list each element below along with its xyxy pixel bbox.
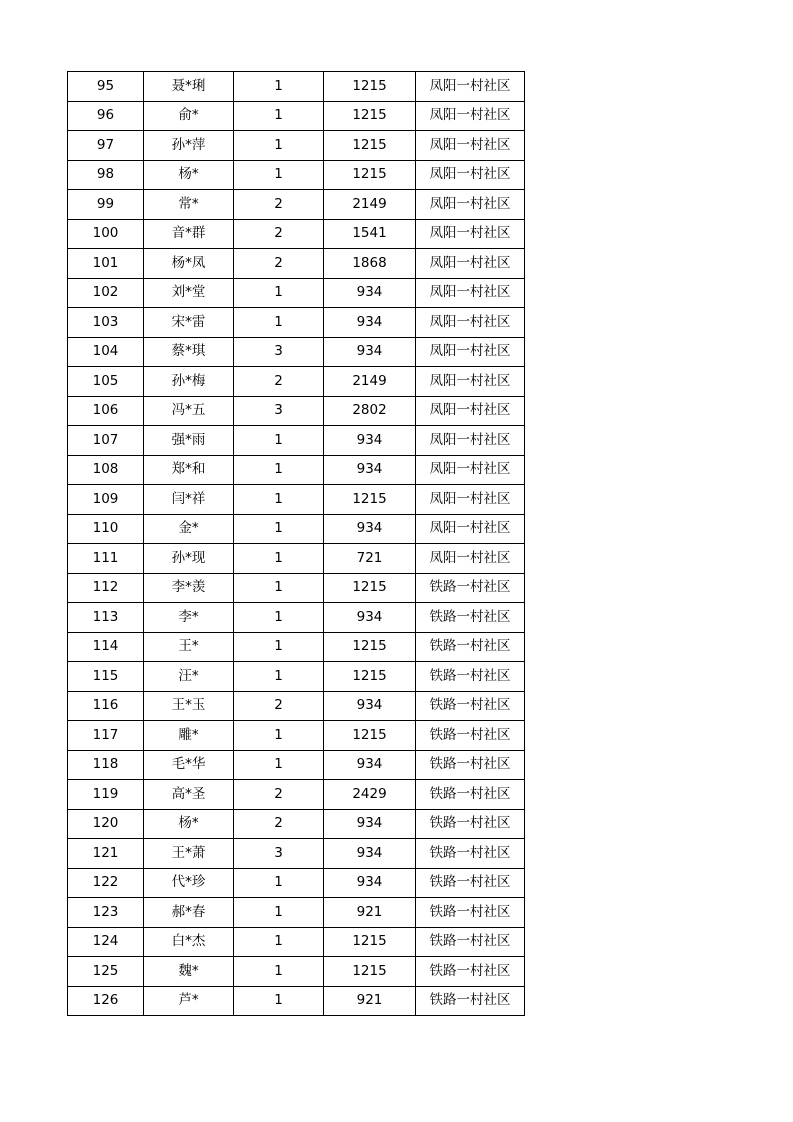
amount-cell: 1215 <box>324 131 416 161</box>
table-row <box>68 278 525 308</box>
table-row <box>68 780 525 810</box>
community-cell: 铁路一村社区 <box>416 986 525 1016</box>
household-count-cell: 1 <box>234 632 324 662</box>
community-cell: 铁路一村社区 <box>416 780 525 810</box>
name-cell: 常* <box>144 190 234 220</box>
amount-cell: 934 <box>324 603 416 633</box>
name-cell: 王*萧 <box>144 839 234 869</box>
amount-cell: 934 <box>324 868 416 898</box>
community-cell: 凤阳一村社区 <box>416 278 525 308</box>
row-index-cell: 106 <box>68 396 144 426</box>
amount-cell: 2149 <box>324 367 416 397</box>
row-index-cell: 111 <box>68 544 144 574</box>
community-cell: 凤阳一村社区 <box>416 249 525 279</box>
community-cell: 凤阳一村社区 <box>416 131 525 161</box>
community-cell: 凤阳一村社区 <box>416 485 525 515</box>
row-index-cell: 108 <box>68 455 144 485</box>
row-index-cell: 116 <box>68 691 144 721</box>
name-cell: 强*雨 <box>144 426 234 456</box>
community-cell: 凤阳一村社区 <box>416 455 525 485</box>
household-count-cell: 1 <box>234 278 324 308</box>
table-row <box>68 160 525 190</box>
amount-cell: 1215 <box>324 485 416 515</box>
table-row <box>68 544 525 574</box>
name-cell: 王*玉 <box>144 691 234 721</box>
household-count-cell: 1 <box>234 662 324 692</box>
table-body <box>68 72 525 1016</box>
name-cell: 郑*和 <box>144 455 234 485</box>
name-cell: 冯*五 <box>144 396 234 426</box>
household-count-cell: 2 <box>234 249 324 279</box>
amount-cell: 934 <box>324 809 416 839</box>
table-row <box>68 455 525 485</box>
household-count-cell: 3 <box>234 337 324 367</box>
table-row <box>68 986 525 1016</box>
household-count-cell: 2 <box>234 190 324 220</box>
name-cell: 杨* <box>144 809 234 839</box>
amount-cell: 1215 <box>324 632 416 662</box>
name-cell: 白*杰 <box>144 927 234 957</box>
amount-cell: 2149 <box>324 190 416 220</box>
table-row <box>68 662 525 692</box>
name-cell: 孙*现 <box>144 544 234 574</box>
table-row <box>68 72 525 102</box>
table-row <box>68 957 525 987</box>
table-row <box>68 131 525 161</box>
community-cell: 铁路一村社区 <box>416 662 525 692</box>
community-cell: 凤阳一村社区 <box>416 308 525 338</box>
community-cell: 铁路一村社区 <box>416 721 525 751</box>
row-index-cell: 110 <box>68 514 144 544</box>
amount-cell: 1215 <box>324 927 416 957</box>
row-index-cell: 97 <box>68 131 144 161</box>
amount-cell: 934 <box>324 278 416 308</box>
household-count-cell: 1 <box>234 544 324 574</box>
table-row <box>68 750 525 780</box>
row-index-cell: 117 <box>68 721 144 751</box>
amount-cell: 1215 <box>324 72 416 102</box>
row-index-cell: 101 <box>68 249 144 279</box>
table-row <box>68 190 525 220</box>
amount-cell: 921 <box>324 986 416 1016</box>
household-count-cell: 1 <box>234 868 324 898</box>
household-count-cell: 1 <box>234 927 324 957</box>
row-index-cell: 107 <box>68 426 144 456</box>
community-cell: 凤阳一村社区 <box>416 72 525 102</box>
table-row <box>68 603 525 633</box>
table-row <box>68 367 525 397</box>
name-cell: 王* <box>144 632 234 662</box>
community-cell: 铁路一村社区 <box>416 957 525 987</box>
name-cell: 芦* <box>144 986 234 1016</box>
household-count-cell: 1 <box>234 72 324 102</box>
amount-cell: 1215 <box>324 101 416 131</box>
table-row <box>68 839 525 869</box>
row-index-cell: 95 <box>68 72 144 102</box>
amount-cell: 934 <box>324 691 416 721</box>
community-cell: 凤阳一村社区 <box>416 160 525 190</box>
name-cell: 汪* <box>144 662 234 692</box>
household-count-cell: 1 <box>234 957 324 987</box>
household-count-cell: 1 <box>234 485 324 515</box>
name-cell: 高*圣 <box>144 780 234 810</box>
table-row <box>68 249 525 279</box>
community-cell: 凤阳一村社区 <box>416 337 525 367</box>
name-cell: 郝*春 <box>144 898 234 928</box>
row-index-cell: 125 <box>68 957 144 987</box>
household-count-cell: 2 <box>234 780 324 810</box>
row-index-cell: 105 <box>68 367 144 397</box>
household-count-cell: 2 <box>234 809 324 839</box>
amount-cell: 1215 <box>324 662 416 692</box>
amount-cell: 1868 <box>324 249 416 279</box>
row-index-cell: 112 <box>68 573 144 603</box>
name-cell: 音*群 <box>144 219 234 249</box>
household-count-cell: 2 <box>234 691 324 721</box>
table-row <box>68 514 525 544</box>
row-index-cell: 119 <box>68 780 144 810</box>
row-index-cell: 99 <box>68 190 144 220</box>
row-index-cell: 123 <box>68 898 144 928</box>
table-row <box>68 219 525 249</box>
row-index-cell: 120 <box>68 809 144 839</box>
table-row <box>68 101 525 131</box>
community-cell: 凤阳一村社区 <box>416 396 525 426</box>
table-row <box>68 868 525 898</box>
row-index-cell: 113 <box>68 603 144 633</box>
name-cell: 俞* <box>144 101 234 131</box>
name-cell: 代*珍 <box>144 868 234 898</box>
row-index-cell: 109 <box>68 485 144 515</box>
table-row <box>68 485 525 515</box>
amount-cell: 934 <box>324 514 416 544</box>
name-cell: 杨* <box>144 160 234 190</box>
row-index-cell: 124 <box>68 927 144 957</box>
row-index-cell: 102 <box>68 278 144 308</box>
name-cell: 宋*雷 <box>144 308 234 338</box>
table-row <box>68 337 525 367</box>
household-count-cell: 1 <box>234 573 324 603</box>
table-row <box>68 898 525 928</box>
household-count-cell: 1 <box>234 426 324 456</box>
household-count-cell: 1 <box>234 131 324 161</box>
amount-cell: 1215 <box>324 573 416 603</box>
row-index-cell: 121 <box>68 839 144 869</box>
name-cell: 孙*萍 <box>144 131 234 161</box>
household-count-cell: 2 <box>234 367 324 397</box>
table-row <box>68 396 525 426</box>
household-count-cell: 1 <box>234 514 324 544</box>
name-cell: 聂*琍 <box>144 72 234 102</box>
table-row <box>68 573 525 603</box>
row-index-cell: 114 <box>68 632 144 662</box>
name-cell: 杨*凤 <box>144 249 234 279</box>
amount-cell: 1215 <box>324 957 416 987</box>
amount-cell: 721 <box>324 544 416 574</box>
community-cell: 铁路一村社区 <box>416 603 525 633</box>
table-row <box>68 927 525 957</box>
table-row <box>68 809 525 839</box>
community-cell: 凤阳一村社区 <box>416 514 525 544</box>
row-index-cell: 126 <box>68 986 144 1016</box>
row-index-cell: 103 <box>68 308 144 338</box>
household-count-cell: 1 <box>234 308 324 338</box>
community-cell: 铁路一村社区 <box>416 632 525 662</box>
household-count-cell: 1 <box>234 455 324 485</box>
household-count-cell: 1 <box>234 721 324 751</box>
table-row <box>68 426 525 456</box>
row-index-cell: 98 <box>68 160 144 190</box>
name-cell: 蔡*琪 <box>144 337 234 367</box>
amount-cell: 921 <box>324 898 416 928</box>
community-cell: 凤阳一村社区 <box>416 367 525 397</box>
row-index-cell: 122 <box>68 868 144 898</box>
household-count-cell: 1 <box>234 986 324 1016</box>
amount-cell: 934 <box>324 337 416 367</box>
recipient-table <box>67 71 525 1016</box>
community-cell: 凤阳一村社区 <box>416 190 525 220</box>
household-count-cell: 1 <box>234 160 324 190</box>
household-count-cell: 1 <box>234 603 324 633</box>
name-cell: 刘*堂 <box>144 278 234 308</box>
amount-cell: 934 <box>324 308 416 338</box>
amount-cell: 1541 <box>324 219 416 249</box>
amount-cell: 934 <box>324 455 416 485</box>
household-count-cell: 2 <box>234 219 324 249</box>
amount-cell: 1215 <box>324 721 416 751</box>
name-cell: 金* <box>144 514 234 544</box>
name-cell: 李*羡 <box>144 573 234 603</box>
table-row <box>68 691 525 721</box>
row-index-cell: 104 <box>68 337 144 367</box>
community-cell: 凤阳一村社区 <box>416 426 525 456</box>
amount-cell: 2429 <box>324 780 416 810</box>
household-count-cell: 1 <box>234 750 324 780</box>
community-cell: 铁路一村社区 <box>416 839 525 869</box>
row-index-cell: 96 <box>68 101 144 131</box>
name-cell: 孙*梅 <box>144 367 234 397</box>
table-row <box>68 632 525 662</box>
community-cell: 铁路一村社区 <box>416 898 525 928</box>
community-cell: 铁路一村社区 <box>416 750 525 780</box>
community-cell: 凤阳一村社区 <box>416 219 525 249</box>
table-row <box>68 308 525 338</box>
amount-cell: 934 <box>324 426 416 456</box>
amount-cell: 2802 <box>324 396 416 426</box>
row-index-cell: 100 <box>68 219 144 249</box>
community-cell: 凤阳一村社区 <box>416 101 525 131</box>
name-cell: 闫*祥 <box>144 485 234 515</box>
community-cell: 铁路一村社区 <box>416 809 525 839</box>
amount-cell: 934 <box>324 750 416 780</box>
row-index-cell: 118 <box>68 750 144 780</box>
household-count-cell: 3 <box>234 396 324 426</box>
name-cell: 毛*华 <box>144 750 234 780</box>
community-cell: 铁路一村社区 <box>416 868 525 898</box>
amount-cell: 1215 <box>324 160 416 190</box>
community-cell: 铁路一村社区 <box>416 927 525 957</box>
name-cell: 李* <box>144 603 234 633</box>
name-cell: 雕* <box>144 721 234 751</box>
community-cell: 铁路一村社区 <box>416 573 525 603</box>
table-row <box>68 721 525 751</box>
community-cell: 铁路一村社区 <box>416 691 525 721</box>
amount-cell: 934 <box>324 839 416 869</box>
household-count-cell: 1 <box>234 898 324 928</box>
community-cell: 凤阳一村社区 <box>416 544 525 574</box>
household-count-cell: 1 <box>234 101 324 131</box>
row-index-cell: 115 <box>68 662 144 692</box>
name-cell: 魏* <box>144 957 234 987</box>
household-count-cell: 3 <box>234 839 324 869</box>
